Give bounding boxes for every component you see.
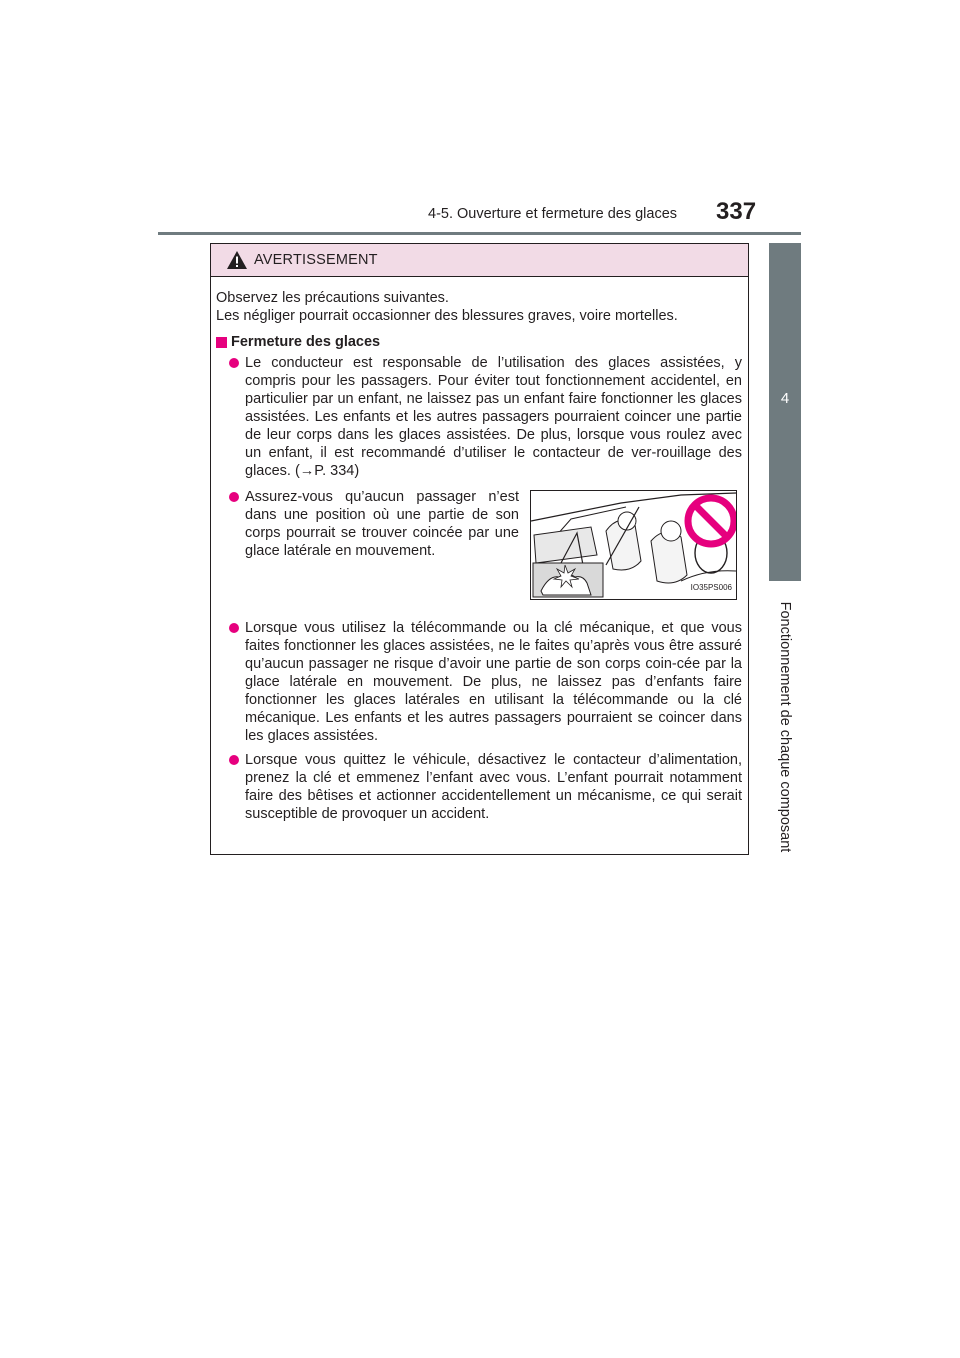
warning-box xyxy=(210,243,749,855)
section-heading-text: Fermeture des glaces xyxy=(231,334,381,350)
list-item-text: Le conducteur est responsable de l’utilisation des glaces assistées, y compris pour les passagers. Pour éviter tout fonctionnement accidentel, en particulier par un enfant, ne laissez pas un enfant faire fonctionner les glaces assistées. Les enfants et les autres passagers pourraient coincer une partie de leur corps dans les glaces assistées. De plus, lorsque vous roulez avec un enfant, il est recommandé d’utiliser le contacteur de ver-rouillage des glaces. (→P. 334) xyxy=(245,355,742,479)
page-number: 337 xyxy=(716,198,757,225)
bullet-dot-icon xyxy=(229,492,239,502)
square-bullet-icon xyxy=(216,337,227,348)
intro-line: Les négliger pourrait occasionner des blessures graves, voire mortelles. xyxy=(216,308,678,324)
chapter-title: Fonctionnement de chaque composant xyxy=(777,601,793,853)
warning-triangle-icon xyxy=(226,250,248,270)
list-item-text: Assurez-vous qu’aucun passager n’est dans une position où une partie de son corps pourrait se trouver coincée par une glace latérale en mouvement. xyxy=(245,489,519,559)
section-heading xyxy=(216,333,742,351)
list-item-text: Lorsque vous quittez le véhicule, désactivez le contacteur d’alimentation, prenez la clé et emmenez l’enfant avec vous. L’enfant pourrait notamment faire des bêtises et actionner accidentellement un mécanisme, ce qui serait susceptible de provoquer un accident. xyxy=(245,752,742,822)
warning-body xyxy=(211,277,748,823)
list-item-with-figure xyxy=(216,488,742,616)
bullet-dot-icon xyxy=(229,623,239,633)
section-title: 4-5. Ouverture et fermeture des glaces xyxy=(428,206,678,222)
illustration-window-pinch xyxy=(530,490,737,600)
header-divider xyxy=(158,232,801,235)
bullet-dot-icon xyxy=(229,755,239,765)
intro-line: Observez les précautions suivantes. xyxy=(216,290,449,306)
list-item xyxy=(216,488,519,560)
chapter-tab xyxy=(769,243,801,581)
list-item xyxy=(216,354,742,480)
list-item-text: Lorsque vous utilisez la télécommande ou la clé mécanique, et que vous faites fonctionner les glaces assistées, ne le faites qu’après vous être assuré qu’aucun passager ne risque d’avoir une partie de son corps coin-cée par la glace latérale en mouvement. De plus, ne laissez pas d’enfants faire fonctionner les glaces latérales en utilisant la télécommande ou la clé mécanique. Les enfants et les autres passagers pourraient se coincer dans les glaces assistées. xyxy=(245,620,742,744)
figure-code: IO35PS006 xyxy=(690,583,732,592)
list-item xyxy=(216,619,742,745)
chapter-number: 4 xyxy=(780,390,790,407)
warning-header xyxy=(211,244,748,277)
bullet-dot-icon xyxy=(229,358,239,368)
list-item xyxy=(216,751,742,823)
warning-title: AVERTISSEMENT xyxy=(254,252,378,268)
chapter-title-vertical xyxy=(769,582,801,872)
